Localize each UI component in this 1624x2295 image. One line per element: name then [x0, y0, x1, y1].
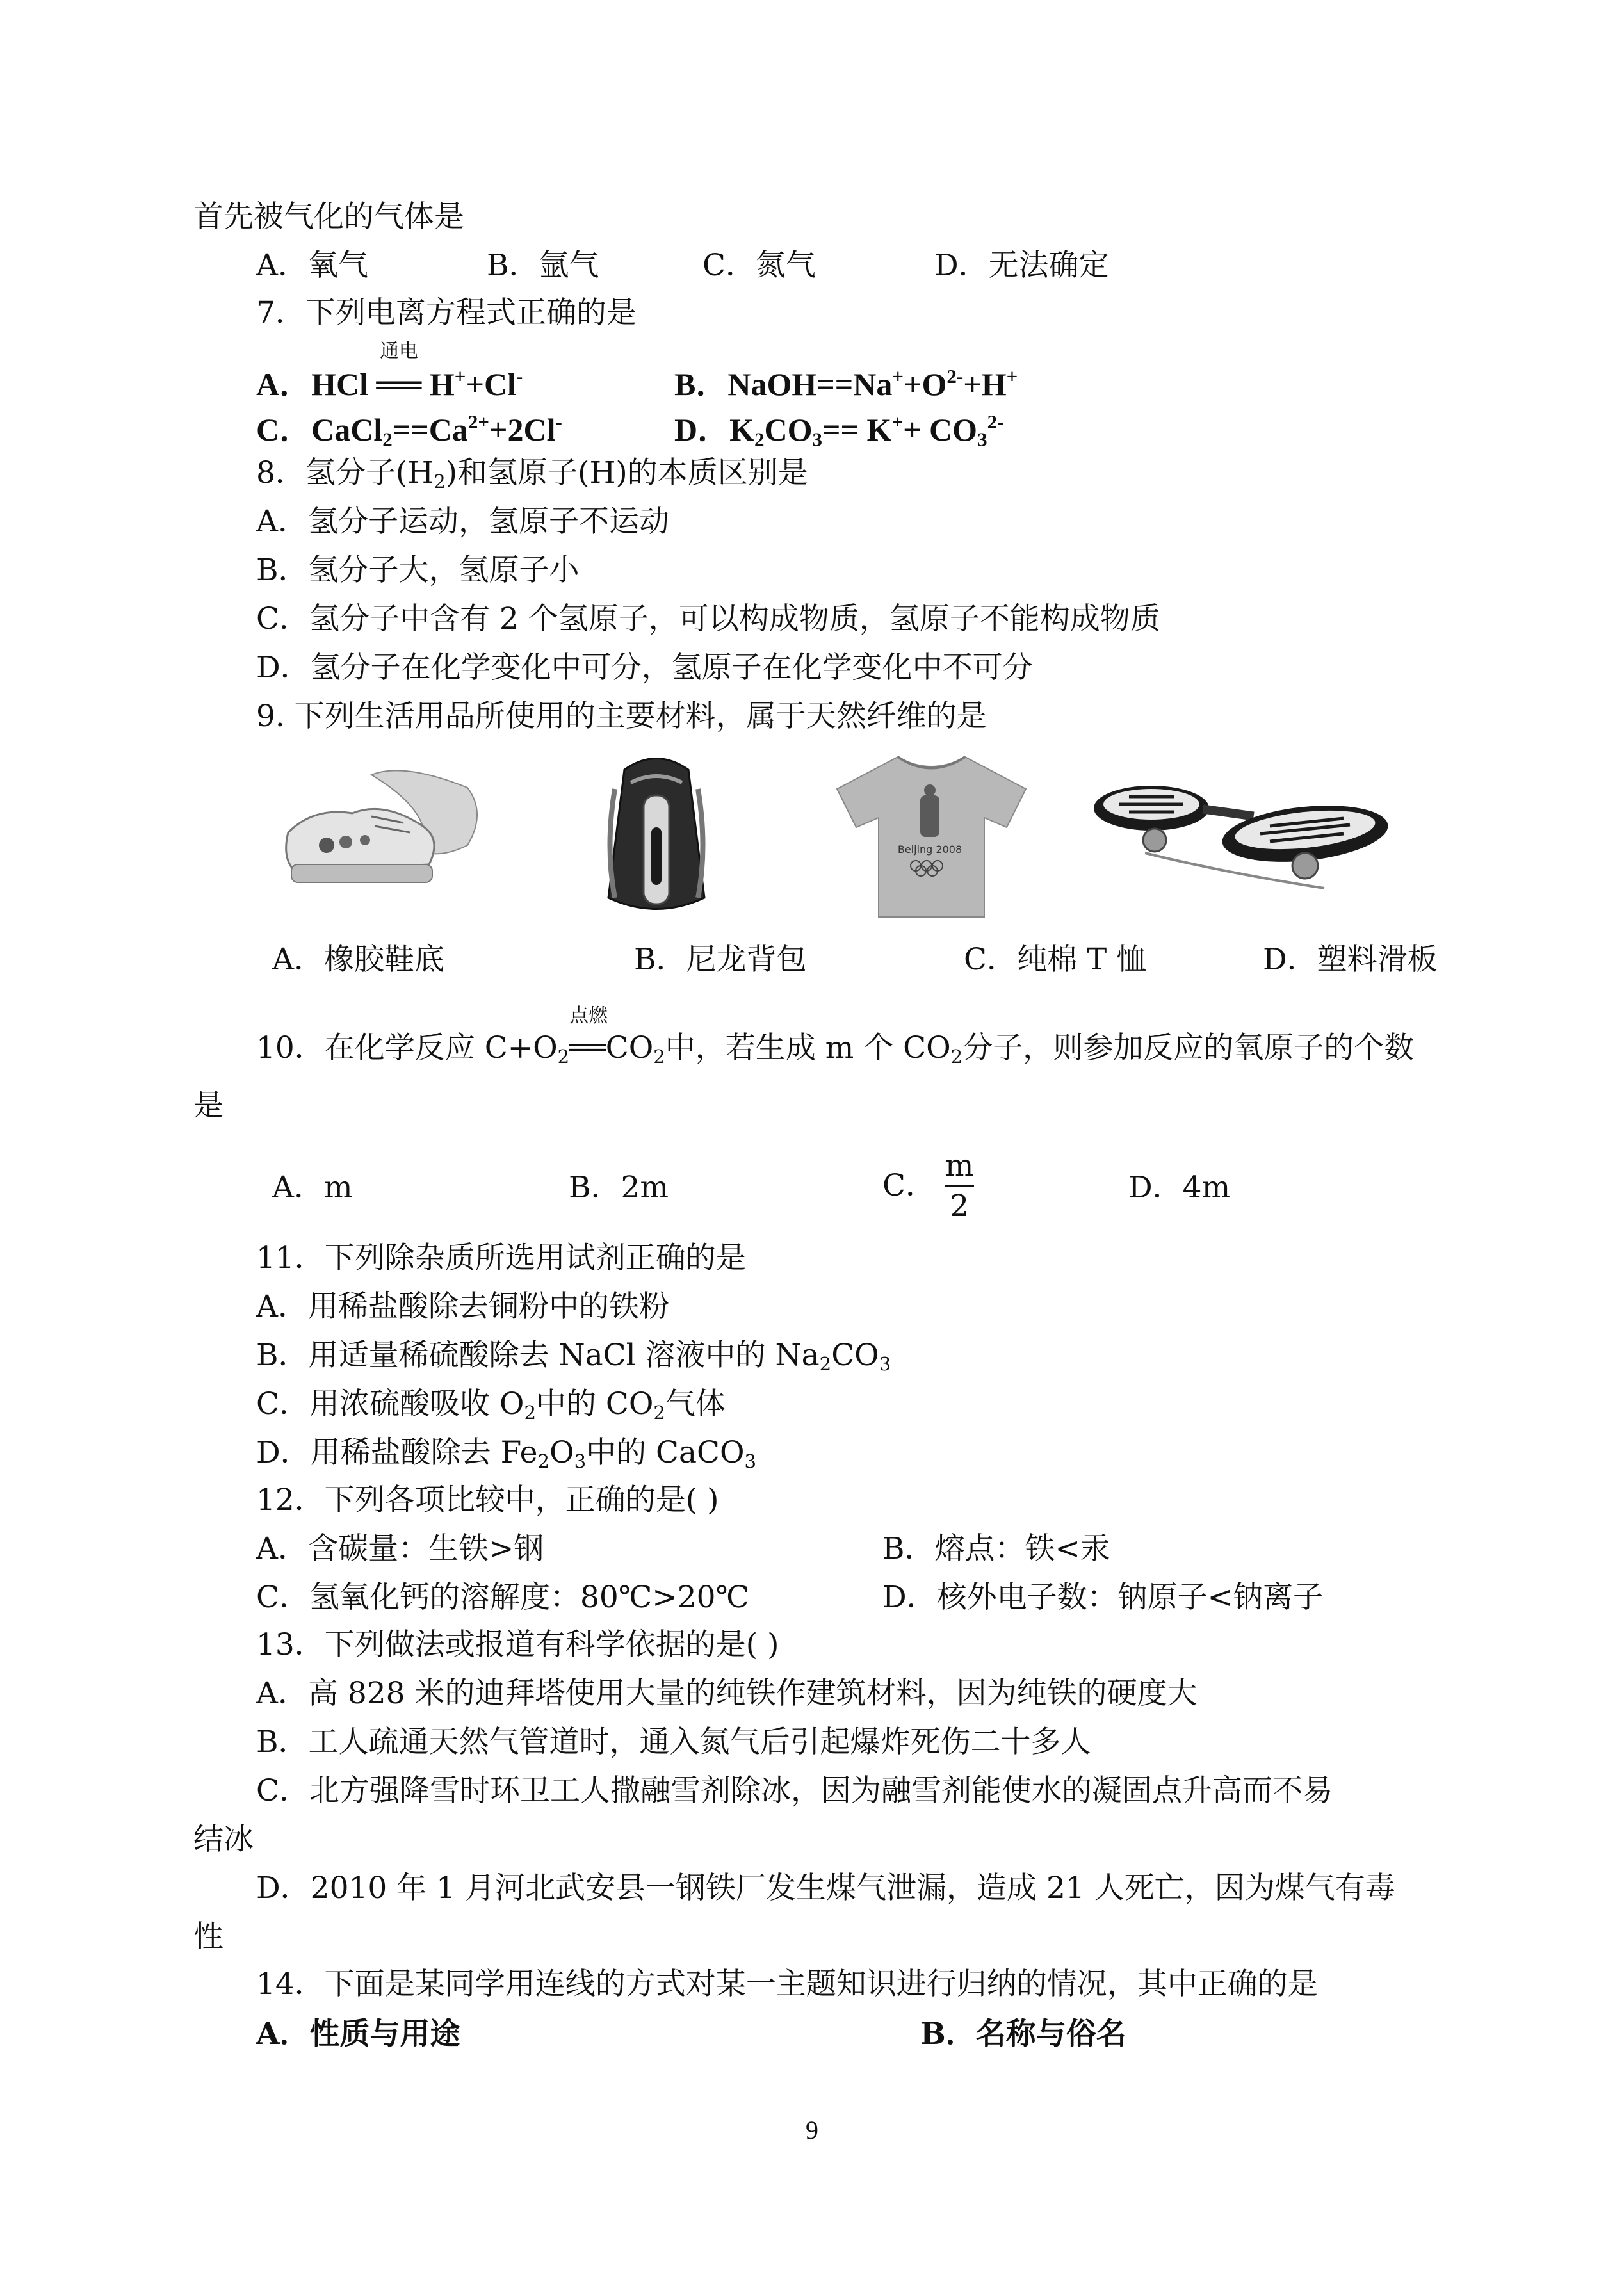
page-number: 9: [806, 2116, 818, 2145]
q13-option-d-continuation: 性: [193, 1919, 223, 1954]
q8-stem: 8．氢分子$(H_2)$和氢原子(H)的本质区别是: [256, 455, 808, 493]
q12-option-a: A．含碳量：生铁>钢: [256, 1531, 544, 1566]
q10-option-c: C． $\frac{m}{2}$: [882, 1148, 974, 1224]
q12-stem: 12．下列各项比较中，正确的是( ): [256, 1482, 719, 1518]
q9-option-a: A．橡胶鞋底: [272, 942, 444, 977]
q10-stem: 10．在化学反应 $C+O_2$ 点燃 $══CO_2$中，若生成 m 个 $CO_2$分子，则参加反应的氧原子的个数: [256, 1005, 1415, 1068]
q7-option-a: A．HCl 通电 ══ H++Cl-: [256, 340, 523, 402]
q13-option-c-continuation: 结冰: [193, 1822, 254, 1857]
skateboard-image: [1094, 763, 1395, 891]
q11-stem: 11．下列除杂质所选用试剂正确的是: [256, 1240, 746, 1276]
q8-option-b: B．氢分子大，氢原子小: [256, 553, 580, 588]
q12-option-c: C．氢氧化钙的溶解度：80℃>20℃: [256, 1580, 750, 1615]
q13-option-a: A．高 828 米的迪拜塔使用大量的纯铁作建筑材料，因为纯铁的硬度大: [256, 1676, 1198, 1711]
q11-option-c: C．用浓硫酸吸收 $O_2$中的 $CO_2$气体: [256, 1386, 726, 1424]
q11-option-d: D．用稀盐酸除去 $Fe_2O_3$中的 CaCO$_3$: [256, 1435, 757, 1473]
q8-option-d: D．氢分子在化学变化中可分，氢原子在化学变化中不可分: [256, 650, 1033, 685]
q6-option-d: D．无法确定: [934, 248, 1109, 283]
q7-option-d: D．$K_2CO_3== K^++ CO_3^{2-}$: [674, 410, 1004, 451]
tshirt-logo-text: Beijing 2008: [897, 843, 962, 856]
q10-equation-arrow: 点燃 ══: [569, 1005, 608, 1066]
q14-option-b: B．名称与俗名: [920, 2016, 1126, 2052]
q9-option-c: C．纯棉 T 恤: [964, 942, 1147, 977]
tshirt-image: [834, 750, 1029, 920]
q11-option-a: A．用稀盐酸除去铜粉中的铁粉: [256, 1289, 669, 1324]
q7-option-c: C．$CaCl_2==Ca^{2+}+2Cl^-$: [256, 410, 562, 451]
q13-stem: 13．下列做法或报道有科学依据的是( ): [256, 1627, 779, 1662]
q7-stem: 7．下列电离方程式正确的是: [256, 295, 637, 330]
q10-fraction: $\frac{m}{2}$: [945, 1148, 974, 1224]
q13-option-d: D．2010 年 1 月河北武安县一钢铁厂发生煤气泄漏，造成 21 人死亡，因为煤气有毒: [256, 1870, 1395, 1906]
q14-stem: 14．下面是某同学用连线的方式对某一主题知识进行归纳的情况，其中正确的是: [256, 1967, 1318, 2002]
q9-stem: 9. 下列生活用品所使用的主要材料，属于天然纤维的是: [256, 699, 987, 734]
q9-option-b: B．尼龙背包: [634, 942, 807, 977]
q14-option-a: A．性质与用途: [256, 2016, 460, 2052]
q7-a-equation-arrow: 通电 ══: [376, 340, 422, 402]
q13-option-c: C．北方强降雪时环卫工人撒融雪剂除冰，因为融雪剂能使水的凝固点升高而不易: [256, 1773, 1333, 1808]
q13-option-b: B．工人疏通天然气管道时，通入氮气后引起爆炸死伤二十多人: [256, 1724, 1091, 1760]
sneaker-image: [275, 762, 493, 890]
q8-option-c: C．氢分子中含有 2 个氢原子，可以构成物质，氢原子不能构成物质: [256, 601, 1160, 637]
q9-option-d: D．塑料滑板: [1263, 942, 1438, 977]
q6-option-c: C．氮气: [702, 248, 816, 283]
backpack-image: [599, 750, 714, 920]
q12-option-d: D．核外电子数：钠原子<钠离子: [882, 1580, 1324, 1615]
q8-option-a: A．氢分子运动，氢原子不运动: [256, 504, 669, 539]
q10-option-a: A．m: [272, 1170, 353, 1205]
q6-option-a: A．氧气: [256, 248, 368, 283]
q10-option-d: D．4m: [1128, 1170, 1231, 1205]
q12-option-b: B．熔点：铁<汞: [882, 1531, 1110, 1566]
q6-stem-continuation: 首先被气化的气体是: [193, 199, 464, 234]
q11-option-b: B．用适量稀硫酸除去 NaCl 溶液中的 $Na_2CO_3$: [256, 1338, 891, 1375]
q6-option-b: B．氩气: [487, 248, 599, 283]
q10-option-b: B．2m: [569, 1170, 669, 1205]
q7-option-b: B．$NaOH==Na^++O^{2-}+H^+$: [674, 364, 1018, 402]
q10-stem-continuation: 是: [193, 1088, 223, 1123]
